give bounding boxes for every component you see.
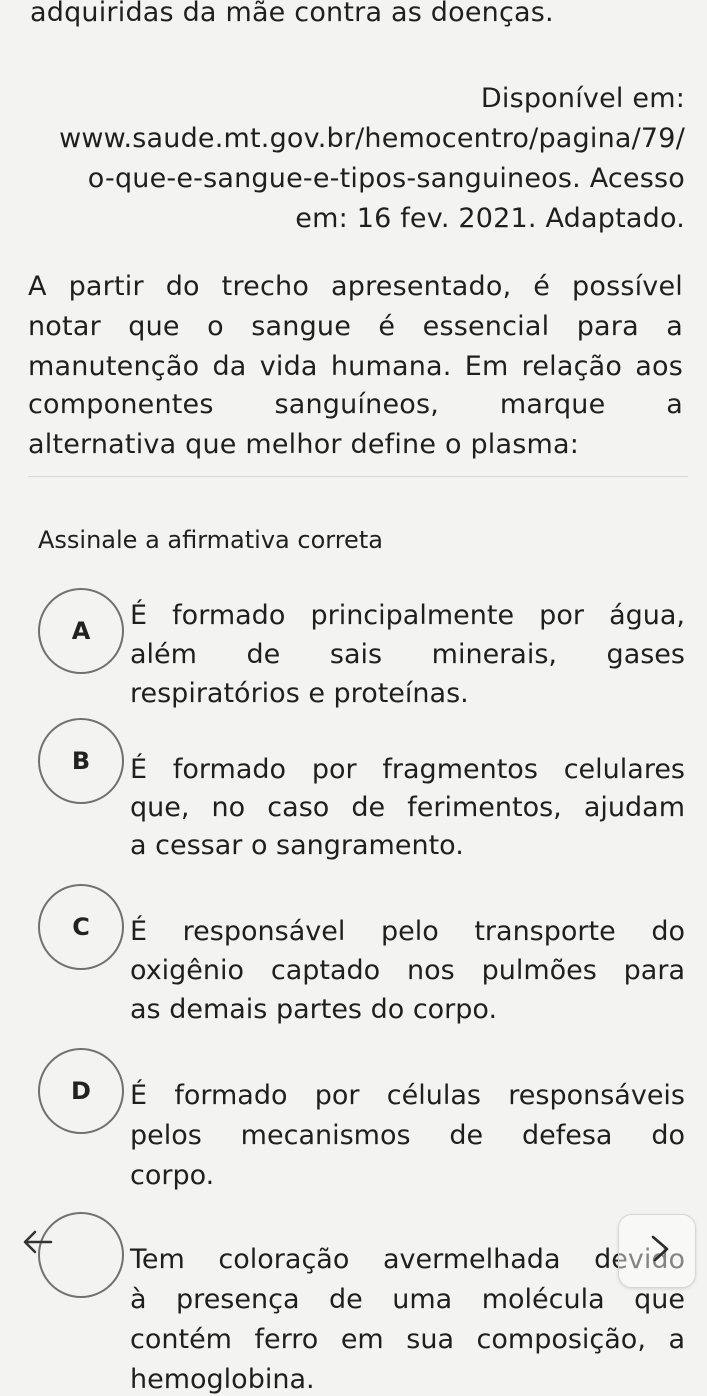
question-line: A partir do trecho apresentado, é possível xyxy=(28,271,683,302)
back-button[interactable] xyxy=(20,1224,56,1260)
question-line: alternativa que melhor define o plasma: xyxy=(28,429,580,460)
passage-text-end: adquiridas da mãe contra as doenças. xyxy=(30,0,554,28)
option-b-line: que, no caso de ferimentos, ajudam xyxy=(130,792,685,823)
source-line: Disponível em: xyxy=(480,83,685,114)
option-e-line: hemoglobina. xyxy=(130,1364,315,1395)
question-line: manutenção da vida humana. Em relação aos xyxy=(28,351,683,382)
option-c-bubble[interactable]: C xyxy=(38,884,124,970)
option-c-line: as demais partes do corpo. xyxy=(130,994,498,1025)
option-d-line: corpo. xyxy=(130,1160,215,1191)
option-d-line: É formado por células responsáveis xyxy=(130,1080,685,1111)
option-b-bubble[interactable]: B xyxy=(38,718,124,804)
option-a-line: além de sais minerais, gases xyxy=(130,639,685,670)
source-line: o-que-e-sangue-e-tipos-sanguineos. Acesso xyxy=(87,163,685,194)
chevron-right-icon xyxy=(619,1215,695,1287)
option-c-line: É responsável pelo transporte do xyxy=(130,916,685,947)
arrow-left-icon xyxy=(21,1228,55,1256)
option-d-line: pelos mecanismos de defesa do xyxy=(130,1120,685,1151)
option-e-line: Tem coloração avermelhada devido xyxy=(130,1244,685,1275)
source-line: em: 16 fev. 2021. Adaptado. xyxy=(295,203,685,234)
option-a-line: respiratórios e proteínas. xyxy=(130,678,469,709)
option-b-line: a cessar o sangramento. xyxy=(130,830,464,861)
option-c-line: oxigênio captado nos pulmões para xyxy=(130,955,685,986)
option-a-line: É formado principalmente por água, xyxy=(130,600,685,631)
question-line: notar que o sangue é essencial para a xyxy=(28,311,683,342)
option-e-line: à presença de uma molécula que xyxy=(130,1284,685,1315)
section-divider xyxy=(28,476,688,477)
source-line: www.saude.mt.gov.br/hemocentro/pagina/79/ xyxy=(59,123,685,154)
next-button[interactable] xyxy=(618,1214,696,1288)
option-e-line: contém ferro em sua composição, a xyxy=(130,1324,685,1355)
question-line: componentes sanguíneos, marque a xyxy=(28,389,683,420)
option-b-line: É formado por fragmentos celulares xyxy=(130,754,685,785)
option-a-bubble[interactable]: A xyxy=(38,588,124,674)
instruction-text: Assinale a afirmativa correta xyxy=(38,526,383,554)
option-d-bubble[interactable]: D xyxy=(38,1048,124,1134)
